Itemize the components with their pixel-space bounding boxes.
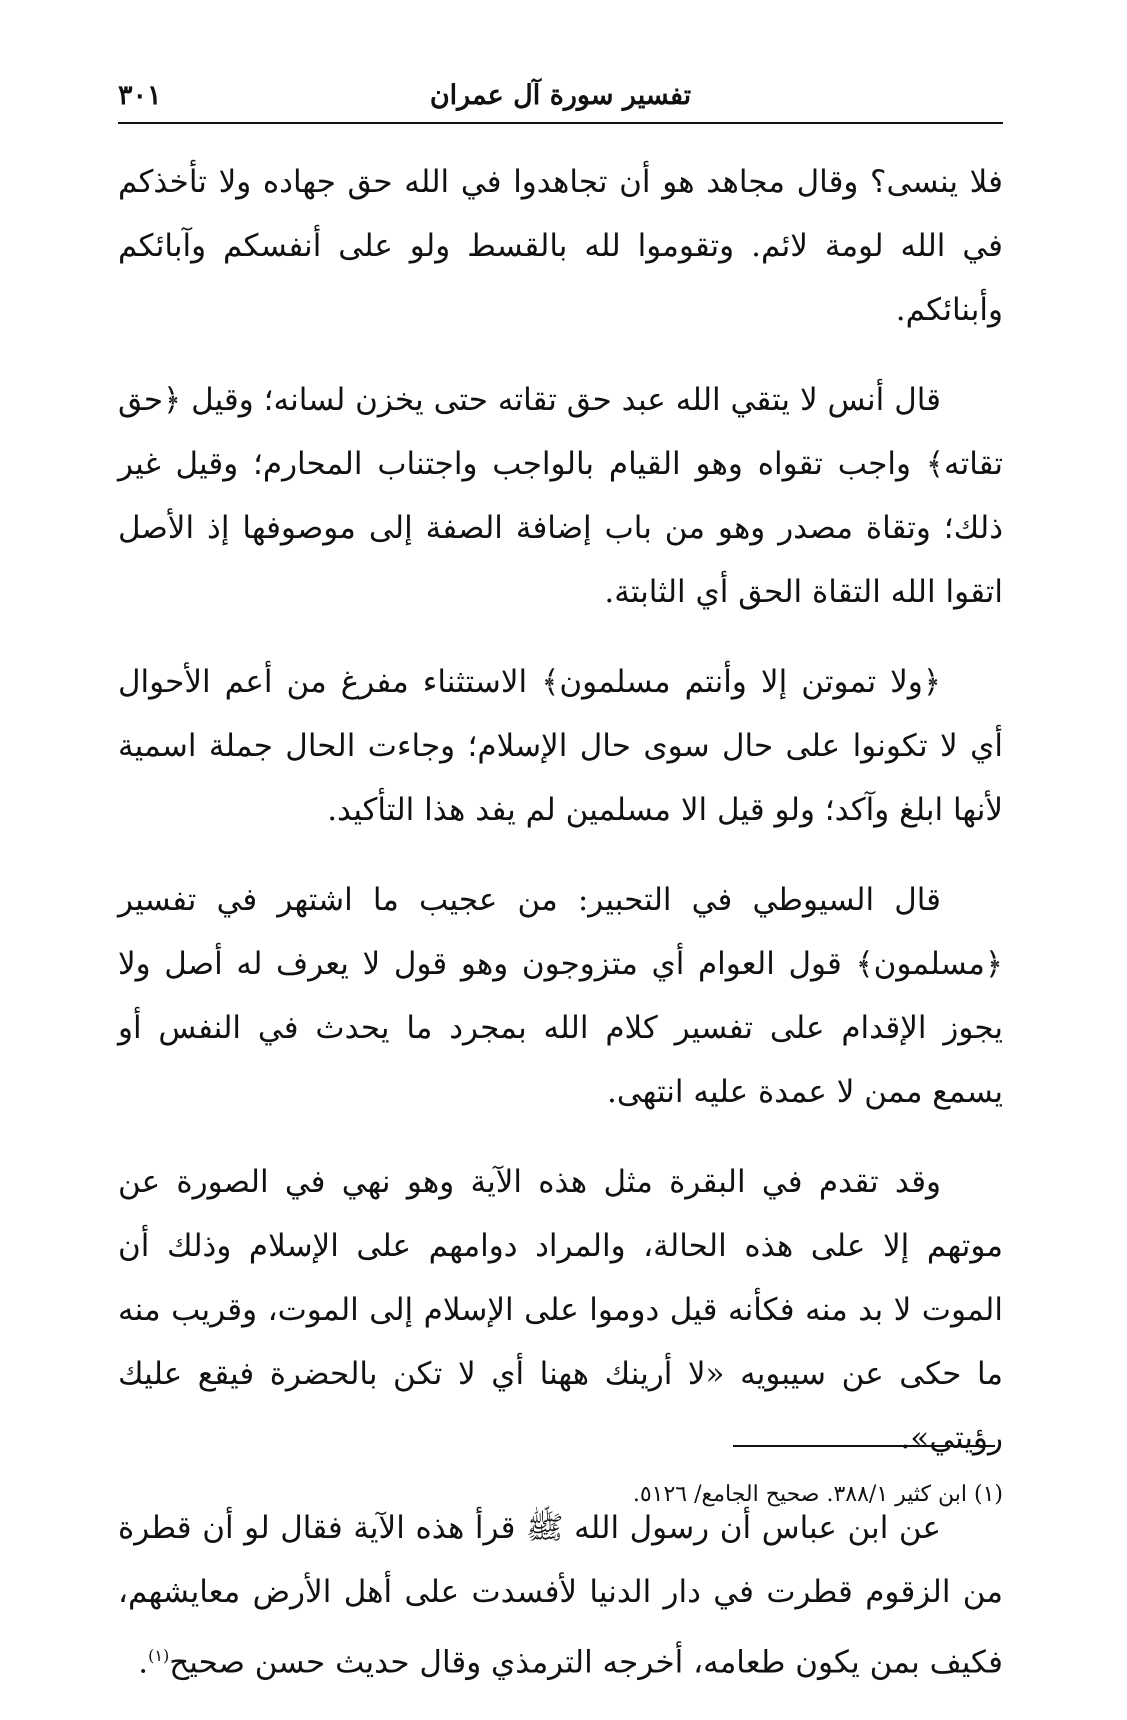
paragraph-2: قال أنس لا يتقي الله عبد حق تقاته حتى يخزن لسانه؛ وقيل ﴿حق تقاته﴾ واجب تقواه وهو القيام بالواجب واجتناب المحارم؛ وقيل غير ذلك؛ وتقاة مصدر وهو من باب إضافة الصفة إلى موصوفها إذ الأصل اتقوا الله التقاة الحق أي الثابتة.: [118, 382, 1003, 610]
footnote-text: (١) ابن كثير ٣٨٨/١. صحيح الجامع/ ٥١٢٦.: [632, 1482, 1003, 1507]
paragraph-3: ﴿ولا تموتن إلا وأنتم مسلمون﴾ الاستثناء مفرغ من أعم الأحوال أي لا تكونوا على حال سوى حال الإسلام؛ وجاءت الحال جملة اسمية لأنها ابلغ وآكد؛ ولو قيل الا مسلمين لم يفد هذا التأكيد.: [118, 664, 1003, 828]
paragraph-6-text: عن ابن عباس أن رسول الله ﷺ قرأ هذه الآية فقال لو أن قطرة من الزقوم قطرت في دار الدنيا لأفسدت على أهل الأرض معايشهم، فكيف بمن يكون طعامه، أخرجه الترمذي وقال حديث حسن صحيح: [118, 1510, 1003, 1681]
paragraph-1: فلا ينسى؟ وقال مجاهد هو أن تجاهدوا في الله حق جهاده ولا تأخذكم في الله لومة لائم. وتقوموا لله بالقسط ولو على أنفسكم وآبائكم وأبنائكم.: [118, 164, 1003, 328]
page-header: [118, 78, 1003, 124]
running-title: تفسير سورة آل عمران: [429, 80, 692, 111]
footnote-reference[interactable]: (١): [148, 1646, 170, 1665]
footnote-separator: [733, 1445, 995, 1447]
paragraph-6: عن ابن عباس أن رسول الله ﷺ قرأ هذه الآية فقال لو أن قطرة من الزقوم قطرت في دار الدنيا لأفسدت على أهل الأرض معايشهم، فكيف بمن يكون طعامه، أخرجه الترمذي وقال حديث حسن صحيح$^{(١)}$.: [118, 1510, 1003, 1681]
paragraph-5: وقد تقدم في البقرة مثل هذه الآية وهو نهي في الصورة عن موتهم إلا على هذه الحالة، والمراد دوامهم على الإسلام وذلك أن الموت لا بد منه فكأنه قيل دوموا على الإسلام إلى الموت، وقريب منه ما حكى عن سيبويه «لا أرينك ههنا أي لا تكن بالحضرة فيقع عليك رؤيتي».: [118, 1164, 1003, 1456]
page-number: ٣٠١: [118, 80, 162, 111]
paragraph-4: قال السيوطي في التحبير: من عجيب ما اشتهر في تفسير ﴿مسلمون﴾ قول العوام أي متزوجون وهو قول لا يعرف له أصل ولا يجوز الإقدام على تفسير كلام الله بمجرد ما يحدث في النفس أو يسمع ممن لا عمدة عليه انتهى.: [118, 882, 1003, 1110]
